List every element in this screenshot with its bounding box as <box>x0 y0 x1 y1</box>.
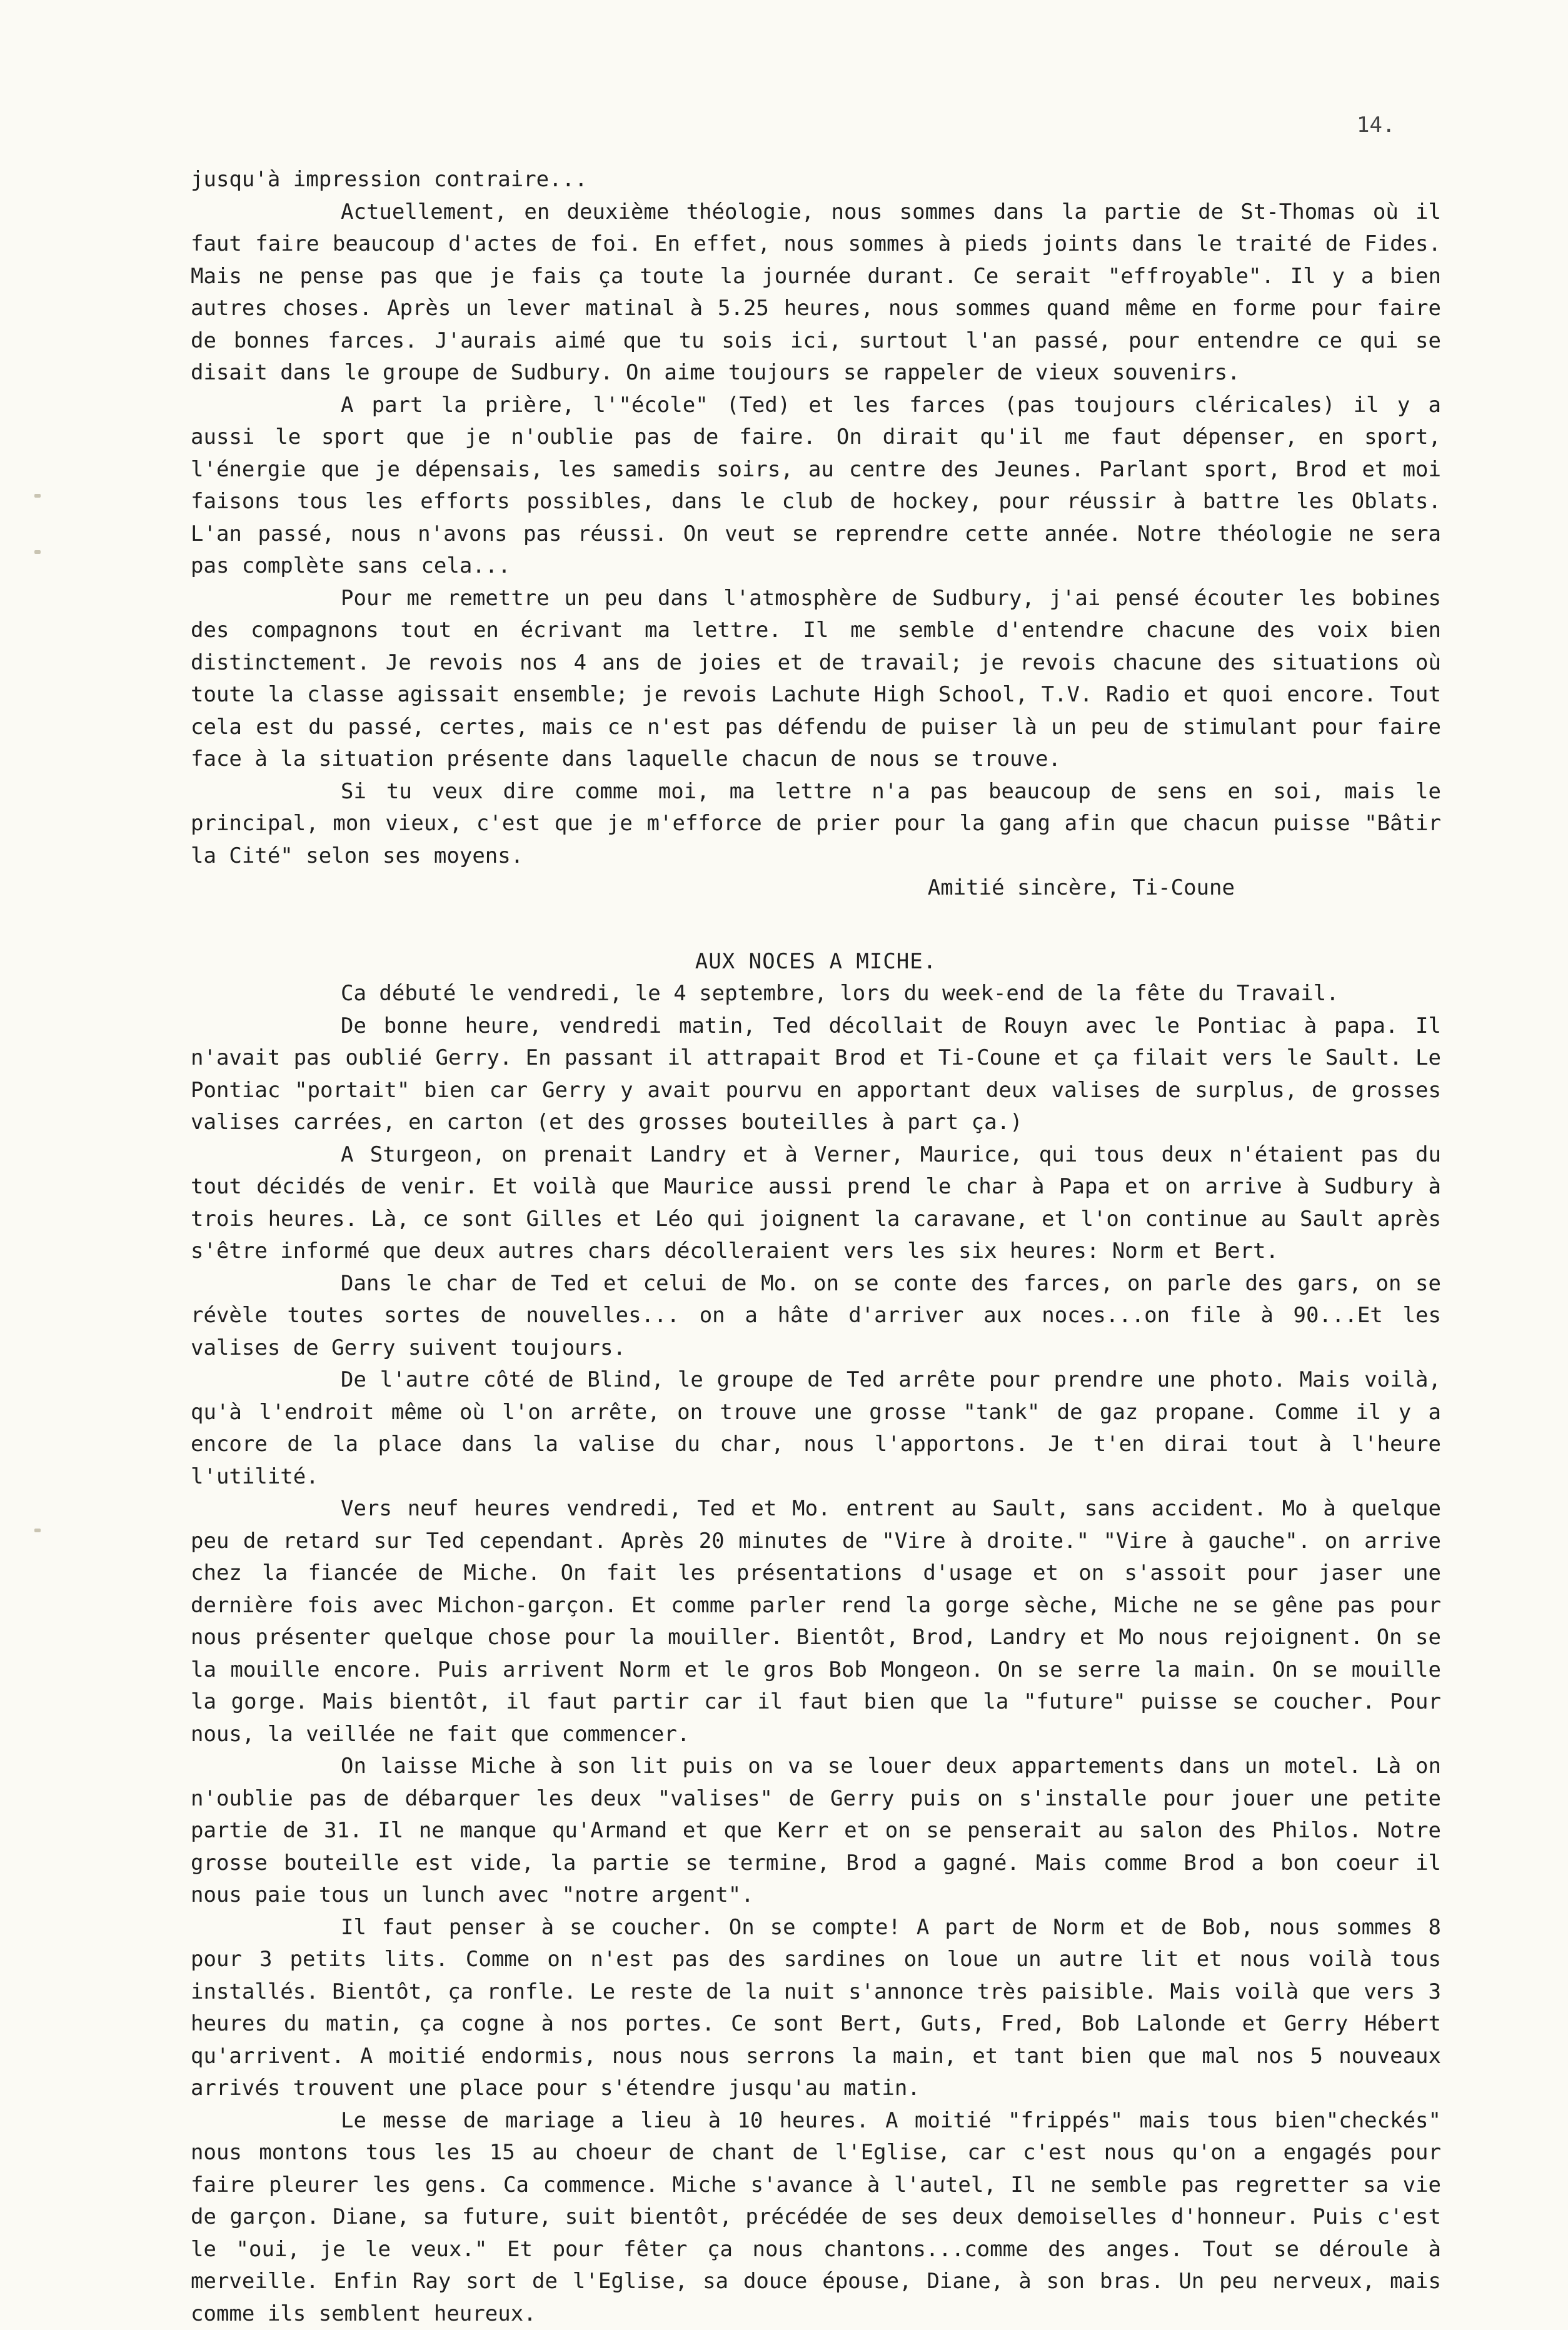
page-body <box>191 164 1441 2330</box>
page-number: 14. <box>1357 113 1395 138</box>
article-paragraph: A Sturgeon, on prenait Landry et à Verner, Maurice, qui tous deux n'étaient pas du tout décidés de venir. Et voilà que Maurice aussi prend le char à Papa et on arrive à Sudbury à trois heures. Là, ce sont Gilles et Léo qui joignent la caravane, et l'on continue au Sault après s'être informé que deux autres chars décolleraient vers les six heures: Norm et Bert. <box>191 1139 1441 1268</box>
article-section <box>191 946 1441 2330</box>
margin-mark <box>34 494 41 498</box>
article-paragraph: Il faut penser à se coucher. On se compte! A part de Norm et de Bob, nous sommes 8 pour 3 petits lits. Comme on n'est pas des sardines on loue un autre lit et nous voilà tous installés. Bientôt, ça ronfle. Le reste de la nuit s'annonce très paisible. Mais voilà que vers 3 heures du matin, ça cogne à nos portes. Ce sont Bert, Guts, Fred, Bob Lalonde et Gerry Hébert qu'arrivent. A moitié endormis, nous nous serrons la main, et tant bien que mal nos 5 nouveaux arrivés trouvent une place pour s'étendre jusqu'au matin. <box>191 1912 1441 2105</box>
letter-signoff: Amitié sincère, Ti-Coune <box>191 872 1441 905</box>
article-title: AUX NOCES A MICHE. <box>191 946 1441 978</box>
article-paragraph: Dans le char de Ted et celui de Mo. on se conte des farces, on parle des gars, on se révèle toutes sortes de nouvelles... on a hâte d'arriver aux noces...on file à 90...Et les valises de Gerry suivent toujours. <box>191 1268 1441 1365</box>
article-paragraph: De l'autre côté de Blind, le groupe de Ted arrête pour prendre une photo. Mais voilà, qu'à l'endroit même où l'on arrête, on trouve une grosse "tank" de gaz propane. Comme il y a encore de la place dans la valise du char, nous l'apportons. Je t'en dirai tout à l'heure l'utilité. <box>191 1364 1441 1493</box>
letter-paragraph: Pour me remettre un peu dans l'atmosphère de Sudbury, j'ai pensé écouter les bobines des compagnons tout en écrivant ma lettre. Il me semble d'entendre chacune des voix bien distinctement. Je revois nos 4 ans de joies et de travail; je revois chacune des situations où toute la classe agissait ensemble; je revois Lachute High School, T.V. Radio et quoi encore. Tout cela est du passé, certes, mais ce n'est pas défendu de puiser là un peu de stimulant pour faire face à la situation présente dans laquelle chacun de nous se trouve. <box>191 583 1441 776</box>
letter-paragraph: Actuellement, en deuxième théologie, nous sommes dans la partie de St-Thomas où il faut faire beaucoup d'actes de foi. En effet, nous sommes à pieds joints dans le traité de Fides. Mais ne pense pas que je fais ça toute la journée durant. Ce serait "effroyable". Il y a bien autres choses. Après un lever matinal à 5.25 heures, nous sommes quand même en forme pour faire de bonnes farces. J'aurais aimé que tu sois ici, surtout l'an passé, pour entendre ce qui se disait dans le groupe de Sudbury. On aime toujours se rappeler de vieux souvenirs. <box>191 196 1441 389</box>
article-paragraph: Vers neuf heures vendredi, Ted et Mo. entrent au Sault, sans accident. Mo à quelque peu de retard sur Ted cependant. Après 20 minutes de "Vire à droite." "Vire à gauche". on arrive chez la fiancée de Miche. On fait les présentations d'usage et on s'assoit pour jaser une dernière fois avec Michon-garçon. Et comme parler rend la gorge sèche, Miche ne se gêne pas pour nous présenter quelque chose pour la mouiller. Bientôt, Brod, Landry et Mo nous rejoignent. On se la mouille encore. Puis arrivent Norm et le gros Bob Mongeon. On se serre la main. On se mouille la gorge. Mais bientôt, il faut partir car il faut bien que la "future" puisse se coucher. Pour nous, la veillée ne fait que commencer. <box>191 1493 1441 1750</box>
letter-section <box>191 164 1441 905</box>
letter-paragraph: jusqu'à impression contraire... <box>191 164 1441 196</box>
article-paragraph: De bonne heure, vendredi matin, Ted décollait de Rouyn avec le Pontiac à papa. Il n'avait pas oublié Gerry. En passant il attrapait Brod et Ti-Coune et ça filait vers le Sault. Le Pontiac "portait" bien car Gerry y avait pourvu en apportant deux valises de surplus, de grosses valises carrées, en carton (et des grosses bouteilles à part ça.) <box>191 1010 1441 1139</box>
letter-paragraph: A part la prière, l'"école" (Ted) et les farces (pas toujours cléricales) il y a aussi le sport que je n'oublie pas de faire. On dirait qu'il me faut dépenser, en sport, l'énergie que je dépensais, les samedis soirs, au centre des Jeunes. Parlant sport, Brod et moi faisons tous les efforts possibles, dans le club de hockey, pour réussir à battre les Oblats. L'an passé, nous n'avons pas réussi. On veut se reprendre cette année. Notre théologie ne sera pas complète sans cela... <box>191 389 1441 583</box>
article-paragraph: Le messe de mariage a lieu à 10 heures. A moitié "frippés" mais tous bien"checkés" nous montons tous les 15 au choeur de chant de l'Eglise, car c'est nous qu'on a engagés pour faire pleurer les gens. Ca commence. Miche s'avance à l'autel, Il ne semble pas regretter sa vie de garçon. Diane, sa future, suit bientôt, précédée de ses deux demoiselles d'honneur. Puis c'est le "oui, je le veux." Et pour fêter ça nous chantons...comme des anges. Tout se déroule à merveille. Enfin Ray sort de l'Eglise, sa douce épouse, Diane, à son bras. Un peu nerveux, mais comme ils semblent heureux. <box>191 2105 1441 2330</box>
margin-mark <box>34 550 41 554</box>
article-paragraph: On laisse Miche à son lit puis on va se louer deux appartements dans un motel. Là on n'oublie pas de débarquer les deux "valises" de Gerry puis on s'installe pour jouer une petite partie de 31. Il ne manque qu'Armand et que Kerr et on se penserait au salon des Philos. Notre grosse bouteille est vide, la partie se termine, Brod a gagné. Mais comme Brod a bon coeur il nous paie tous un lunch avec "notre argent". <box>191 1750 1441 1912</box>
margin-mark <box>34 1529 41 1532</box>
article-paragraph: Ca débuté le vendredi, le 4 septembre, lors du week-end de la fête du Travail. <box>191 978 1441 1010</box>
letter-paragraph: Si tu veux dire comme moi, ma lettre n'a pas beaucoup de sens en soi, mais le principal, mon vieux, c'est que je m'efforce de prier pour la gang afin que chacun puisse "Bâtir la Cité" selon ses moyens. <box>191 776 1441 873</box>
